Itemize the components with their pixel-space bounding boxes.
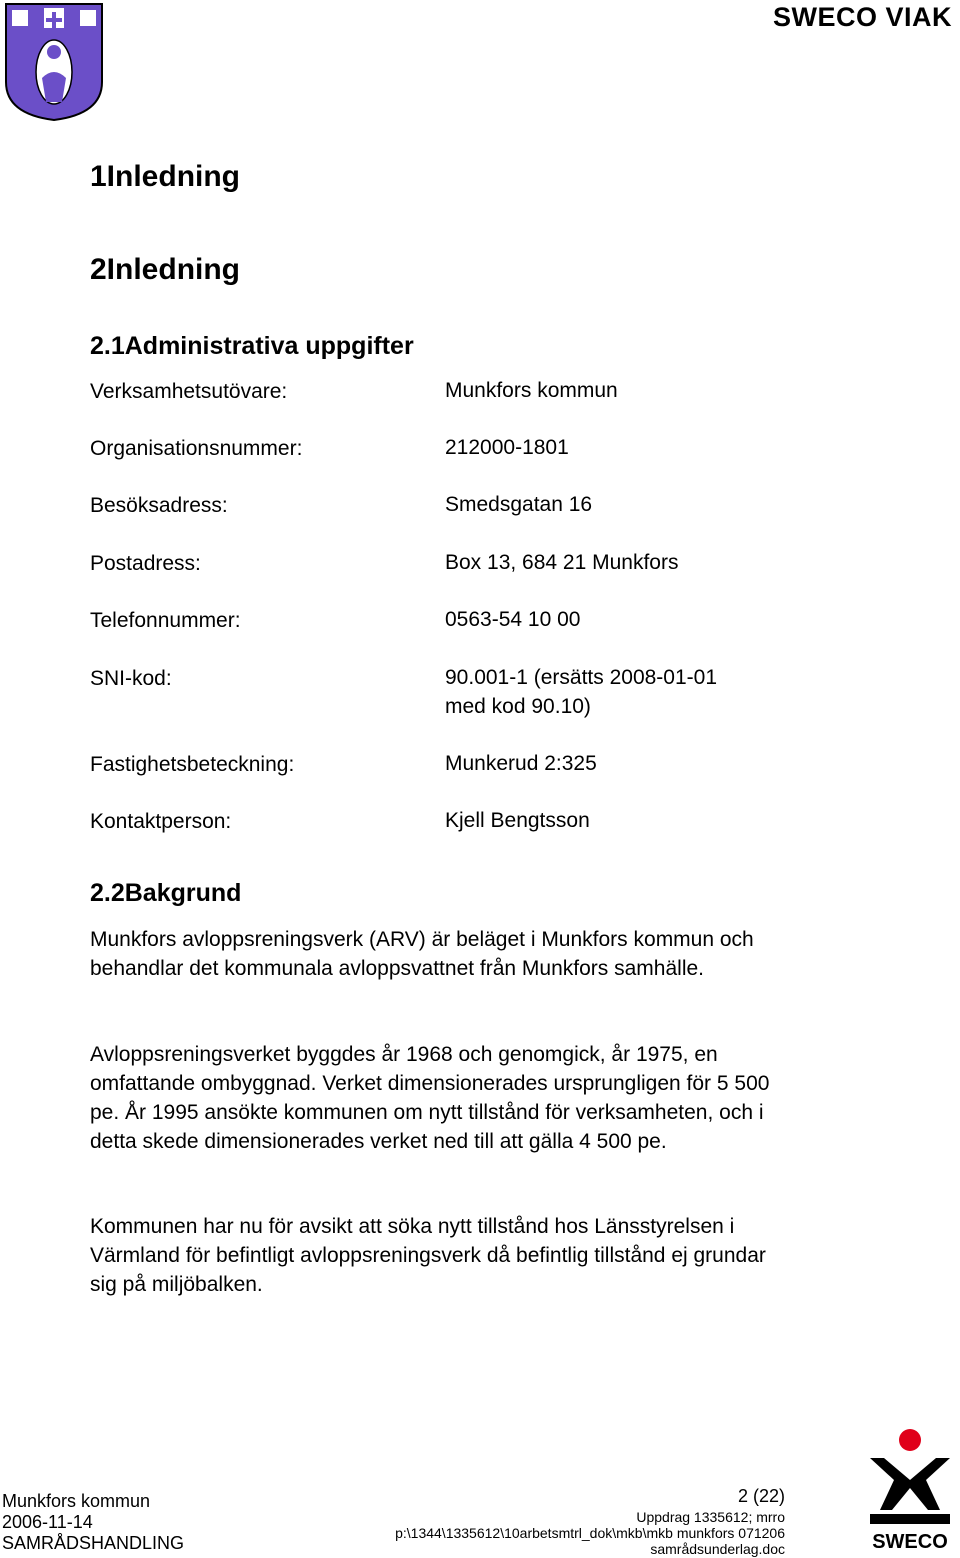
label-kontaktperson: Kontaktperson: bbox=[90, 810, 232, 833]
footer-doctype: SAMRÅDSHANDLING bbox=[2, 1533, 185, 1553]
sweco-logo-text: SWECO bbox=[872, 1531, 948, 1553]
value-postadress: Box 13, 684 21 Munkfors bbox=[445, 551, 679, 574]
coat-of-arms-icon bbox=[4, 2, 104, 122]
bakgrund-paragraph-3: Kommunen har nu för avsikt att söka nytt tillstånd hos Länsstyrelsen i Värmland för befintligt avloppsreningsverk då befintlig tillstånd ej grundar sig på miljöbalken. bbox=[90, 1215, 766, 1296]
heading-administrativa-uppgifter: 2.1Administrativa uppgifter bbox=[90, 332, 414, 360]
footer-uppdrag: Uppdrag 1335612; mrro bbox=[636, 1509, 785, 1525]
label-besoksadress: Besöksadress: bbox=[90, 494, 228, 517]
label-fastighetsbeteckning: Fastighetsbeteckning: bbox=[90, 753, 295, 776]
value-telefonnummer: 0563-54 10 00 bbox=[445, 608, 581, 631]
heading-inledning-1: 1Inledning bbox=[90, 160, 240, 193]
footer-file: samrådsunderlag.doc bbox=[650, 1541, 785, 1557]
value-kontaktperson: Kjell Bengtsson bbox=[445, 809, 590, 832]
bakgrund-paragraph-1: Munkfors avloppsreningsverk (ARV) är beläget i Munkfors kommun och behandlar det kommunala avloppsvattnet från Munkfors samhälle. bbox=[90, 928, 754, 980]
bakgrund-paragraph-2: Avloppsreningsverket byggdes år 1968 och genomgick, år 1975, en omfattande ombyggnad. Verket dimensionerades ursprungligen för 5 500 pe. År 1995 ansökte kommunen om nytt tillstånd för verksamheten, och i detta skede dimensionerades verket ned till att gälla 4 500 pe. bbox=[90, 1043, 770, 1153]
label-organisationsnummer: Organisationsnummer: bbox=[90, 437, 303, 460]
value-organisationsnummer: 212000-1801 bbox=[445, 436, 569, 459]
value-besoksadress: Smedsgatan 16 bbox=[445, 493, 593, 516]
label-sni-kod: SNI-kod: bbox=[90, 667, 172, 690]
label-verksamhetsutovare: Verksamhetsutövare: bbox=[90, 380, 288, 403]
value-sni-kod: 90.001-1 (ersätts 2008-01-01 med kod 90.10) bbox=[445, 666, 718, 718]
footer-page: 2 (22) bbox=[737, 1486, 785, 1506]
heading-inledning-2: 2Inledning bbox=[90, 253, 240, 286]
label-postadress: Postadress: bbox=[90, 552, 201, 575]
brand-name: SWECO VIAK bbox=[772, 2, 952, 32]
label-telefonnummer: Telefonnummer: bbox=[90, 609, 241, 632]
value-verksamhetsutovare: Munkfors kommun bbox=[445, 379, 618, 402]
heading-bakgrund: 2.2Bakgrund bbox=[90, 879, 242, 907]
footer-path: p:\1344\1335612\10arbetsmtrl_dok\mkb\mkb munkfors 071206 bbox=[395, 1525, 785, 1541]
value-fastighetsbeteckning: Munkerud 2:325 bbox=[445, 752, 597, 775]
footer-org: Munkfors kommun bbox=[2, 1491, 151, 1511]
footer-date: 2006-11-14 bbox=[2, 1512, 93, 1532]
sweco-logo-icon bbox=[864, 1428, 956, 1554]
